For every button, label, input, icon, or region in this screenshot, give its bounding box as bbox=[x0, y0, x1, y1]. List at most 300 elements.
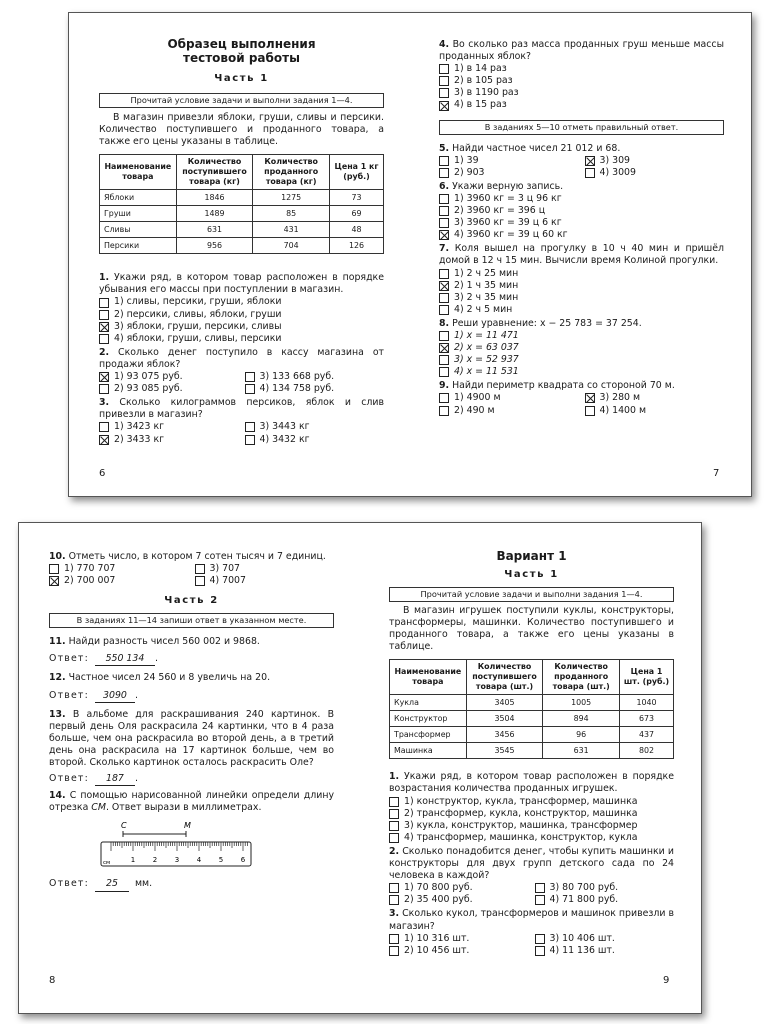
answer-option[interactable] bbox=[439, 87, 724, 99]
answer-option[interactable] bbox=[99, 421, 239, 433]
option-label: 3) 707 bbox=[209, 563, 240, 575]
table-cell: 3405 bbox=[466, 695, 543, 711]
answer-option[interactable] bbox=[99, 333, 384, 345]
segment-name: СМ bbox=[91, 802, 106, 814]
option-label: 4) 3432 кг bbox=[259, 433, 310, 445]
checkbox[interactable] bbox=[535, 946, 545, 956]
checkbox[interactable] bbox=[389, 946, 399, 956]
checkbox[interactable] bbox=[585, 168, 595, 178]
ruler-unit-label: см bbox=[103, 860, 111, 867]
answer-line: Ответ: 3090 . bbox=[49, 690, 334, 703]
question-number: 2. bbox=[99, 346, 110, 358]
question-number: 3. bbox=[389, 908, 400, 920]
question-text: Сколько понадобится денег, чтобы купить машинки и конструкторы для двух групп детского сада по 24 человека в каждой? bbox=[389, 845, 675, 882]
table-header-cell: Наименование товара bbox=[100, 155, 177, 190]
answer-option[interactable] bbox=[439, 392, 579, 404]
checkbox[interactable] bbox=[99, 422, 109, 432]
answer-option[interactable] bbox=[535, 882, 675, 894]
question-11 bbox=[49, 636, 334, 666]
problem-intro: В магазин привезли яблоки, груши, сливы и персики. Количество поступившего и проданного товара, а также его цены указаны в таблице. bbox=[99, 112, 384, 148]
sample-title: Образец выполнения тестовой работы bbox=[167, 37, 316, 65]
variant-title: Вариант 1 bbox=[496, 549, 567, 563]
answer-option[interactable] bbox=[439, 405, 579, 417]
table-cell: 85 bbox=[253, 206, 330, 222]
table-header-row bbox=[100, 155, 384, 190]
answer-option[interactable] bbox=[99, 434, 239, 446]
checkbox[interactable] bbox=[99, 298, 109, 308]
answer-option[interactable] bbox=[439, 280, 724, 292]
answer-unit: мм. bbox=[134, 878, 153, 890]
option-label: 2) 1 ч 35 мин bbox=[454, 279, 519, 291]
checkbox-checked[interactable] bbox=[585, 156, 595, 166]
checkbox[interactable] bbox=[49, 564, 59, 574]
answer-options bbox=[49, 563, 334, 587]
answer-option[interactable] bbox=[245, 421, 385, 433]
answer-option[interactable] bbox=[245, 383, 385, 395]
checkbox[interactable] bbox=[439, 331, 449, 341]
table-header-cell: Количество поступившего товара (кг) bbox=[176, 155, 253, 190]
answer-options bbox=[439, 330, 724, 378]
answer-option[interactable] bbox=[389, 796, 674, 808]
option-label: 4) 134 758 руб. bbox=[259, 383, 335, 395]
question-text: Реши уравнение: x − 25 783 = 37 254. bbox=[452, 317, 642, 329]
answer-options bbox=[439, 63, 724, 111]
checkbox[interactable] bbox=[439, 168, 449, 178]
answer-option[interactable] bbox=[439, 354, 724, 366]
page-6-column bbox=[99, 13, 384, 446]
answer-line: Ответ: 187 . bbox=[49, 773, 334, 786]
option-label: 4) 11 136 шт. bbox=[549, 944, 615, 956]
option-label: 2) 700 007 bbox=[64, 575, 116, 587]
part-1-heading: Часть 1 bbox=[214, 73, 269, 84]
part-2-heading: Часть 2 bbox=[164, 595, 219, 607]
checkbox[interactable] bbox=[99, 310, 109, 320]
question-10 bbox=[49, 551, 334, 587]
question-text: Укажи ряд, в котором товар расположен в порядке возрастания количества проданных игрушек. bbox=[389, 771, 674, 795]
option-label: 4) 2 ч 5 мин bbox=[454, 303, 513, 315]
checkbox[interactable] bbox=[245, 384, 255, 394]
option-label: 2) 35 400 руб. bbox=[404, 894, 473, 906]
question-text: Найди периметр квадрата со стороной 70 м. bbox=[452, 380, 675, 392]
question-text: Сколько денег поступило в кассу магазина от продажи яблок? bbox=[99, 346, 385, 370]
question-number: 11. bbox=[49, 636, 66, 648]
checkbox[interactable] bbox=[439, 194, 449, 204]
answer-option[interactable] bbox=[389, 820, 674, 832]
answer-options bbox=[439, 268, 724, 316]
checkbox[interactable] bbox=[99, 384, 109, 394]
checkbox-checked[interactable] bbox=[99, 322, 109, 332]
option-label: 1) x = 11 471 bbox=[454, 329, 519, 341]
table-row bbox=[100, 190, 384, 206]
answer-field[interactable]: 25 bbox=[95, 878, 129, 891]
checkbox[interactable] bbox=[99, 334, 109, 344]
table-header-cell: Количество проданного товара (кг) bbox=[253, 155, 330, 190]
checkbox[interactable] bbox=[245, 435, 255, 445]
answer-option[interactable] bbox=[439, 304, 724, 316]
checkbox[interactable] bbox=[439, 156, 449, 166]
answer-options bbox=[389, 882, 674, 906]
checkbox[interactable] bbox=[439, 305, 449, 315]
answer-option[interactable] bbox=[439, 99, 724, 111]
table-cell: 73 bbox=[330, 190, 384, 206]
checkbox[interactable] bbox=[195, 564, 205, 574]
option-label: 1) 3423 кг bbox=[114, 421, 165, 433]
answer-option[interactable] bbox=[535, 894, 675, 906]
ruler-tick-label: 3 bbox=[174, 856, 180, 865]
checkbox-checked[interactable] bbox=[439, 343, 449, 353]
answer-field[interactable]: 550 134 bbox=[95, 653, 155, 666]
question-number: 7. bbox=[439, 243, 450, 255]
table-header-cell: Цена 1 кг (руб.) bbox=[330, 155, 384, 190]
answer-option[interactable] bbox=[439, 292, 724, 304]
option-label: 4) в 15 раз bbox=[454, 99, 507, 111]
checkbox[interactable] bbox=[439, 269, 449, 279]
ruler-tick-label: 5 bbox=[218, 856, 224, 865]
question-text: В альбоме для раскрашивания 240 картинок. В первый день Оля раскрасила 24 картинки, что в 4 раза больше, чем она раскрасила во второй день, а в третий день она раскрасила на 17 картинок больше, чем во второй. Сколько картинок осталось раскрасить Оле? bbox=[49, 708, 334, 769]
option-label: 1) 70 800 руб. bbox=[404, 882, 473, 894]
table-cell: 69 bbox=[330, 206, 384, 222]
table-cell: 631 bbox=[176, 222, 253, 238]
answer-option[interactable] bbox=[585, 392, 725, 404]
answer-option[interactable] bbox=[389, 832, 674, 844]
option-label: 2) 3433 кг bbox=[114, 433, 165, 445]
table-cell: Конструктор bbox=[390, 711, 467, 727]
table-cell: Трансформер bbox=[390, 727, 467, 743]
question-9 bbox=[439, 380, 724, 416]
checkbox-checked[interactable] bbox=[49, 576, 59, 586]
option-label: 4) 3960 кг = 39 ц 60 кг bbox=[454, 229, 568, 241]
option-label: 1) в 14 раз bbox=[454, 63, 507, 75]
question-2 bbox=[99, 347, 384, 395]
option-label: 1) 2 ч 25 мин bbox=[454, 267, 519, 279]
option-label: 3) кукла, конструктор, машинка, трансформер bbox=[404, 819, 638, 831]
table-cell: 3545 bbox=[466, 743, 543, 759]
option-label: 3) x = 52 937 bbox=[454, 354, 519, 366]
table-header-cell: Количество проданного товара (шт.) bbox=[543, 660, 620, 695]
checkbox[interactable] bbox=[245, 422, 255, 432]
option-label: 4) 7007 bbox=[209, 575, 246, 587]
question-1 bbox=[99, 272, 384, 345]
answer-option[interactable] bbox=[439, 229, 724, 241]
checkbox[interactable] bbox=[535, 883, 545, 893]
table-cell: Груши bbox=[100, 206, 177, 222]
table-row bbox=[100, 238, 384, 254]
table-header-cell: Цена 1 шт. (руб.) bbox=[620, 660, 674, 695]
table-cell: 1489 bbox=[176, 206, 253, 222]
checkbox-checked[interactable] bbox=[585, 393, 595, 403]
option-label: 3) 309 bbox=[599, 154, 630, 166]
answer-option[interactable] bbox=[535, 933, 675, 945]
ruler-tick-label: 1 bbox=[130, 856, 136, 865]
bottom-page-spread bbox=[18, 522, 702, 1014]
checkbox[interactable] bbox=[439, 218, 449, 228]
answer-field[interactable]: 187 bbox=[95, 773, 135, 786]
table-row bbox=[100, 206, 384, 222]
answer-options bbox=[389, 933, 674, 957]
question-text: Укажи ряд, в котором товар расположен в порядке убывания его массы при поступлении в магазин. bbox=[99, 272, 384, 296]
answer-options bbox=[389, 796, 674, 844]
answer-option[interactable] bbox=[439, 268, 724, 280]
answer-option[interactable] bbox=[99, 383, 239, 395]
table-cell: Яблоки bbox=[100, 190, 177, 206]
question-1 bbox=[389, 771, 674, 844]
option-label: 2) в 105 раз bbox=[454, 75, 513, 87]
answer-option[interactable] bbox=[389, 882, 529, 894]
table-cell: 48 bbox=[330, 222, 384, 238]
checkbox[interactable] bbox=[245, 372, 255, 382]
option-label: 3) 10 406 шт. bbox=[549, 932, 615, 944]
option-label: 4) 3009 bbox=[599, 166, 636, 178]
question-text: Найди разность чисел 560 002 и 9868. bbox=[68, 636, 260, 648]
answer-label: Ответ: bbox=[49, 689, 89, 701]
answer-options bbox=[99, 371, 384, 395]
question-3 bbox=[99, 397, 384, 445]
option-label: 1) 93 075 руб. bbox=[114, 371, 183, 383]
option-label: 3) 133 668 руб. bbox=[259, 371, 335, 383]
table-cell: 437 bbox=[620, 727, 674, 743]
question-6 bbox=[439, 181, 724, 241]
table-row bbox=[390, 695, 674, 711]
checkbox-checked[interactable] bbox=[99, 372, 109, 382]
option-label: 4) 71 800 руб. bbox=[549, 894, 619, 906]
checkbox[interactable] bbox=[439, 355, 449, 365]
answer-option[interactable] bbox=[99, 296, 384, 308]
option-label: 1) 3960 кг = 3 ц 96 кг bbox=[454, 192, 562, 204]
table-cell: 802 bbox=[620, 743, 674, 759]
option-label: 3) 3443 кг bbox=[259, 421, 310, 433]
option-label: 4) 1400 м bbox=[599, 404, 647, 416]
answer-options bbox=[99, 421, 384, 445]
question-text: Во сколько раз масса проданных груш меньше массы проданных яблок? bbox=[439, 39, 724, 63]
checkbox[interactable] bbox=[389, 797, 399, 807]
answer-option[interactable] bbox=[195, 563, 335, 575]
answer-option[interactable] bbox=[585, 167, 725, 179]
answer-label: Ответ: bbox=[49, 878, 89, 890]
point-c-label: С bbox=[121, 821, 127, 831]
table-cell: Персики bbox=[100, 238, 177, 254]
question-number: 1. bbox=[389, 771, 400, 783]
question-number: 13. bbox=[49, 708, 66, 720]
answer-option[interactable] bbox=[245, 434, 385, 446]
question-4 bbox=[439, 39, 724, 112]
answer-option[interactable] bbox=[389, 945, 529, 957]
question-text: Частное чисел 24 560 и 8 увеличь на 20. bbox=[68, 672, 271, 684]
option-label: 1) конструктор, кукла, трансформер, машинка bbox=[404, 795, 638, 807]
checkbox[interactable] bbox=[195, 576, 205, 586]
option-label: 4) x = 11 531 bbox=[454, 366, 519, 378]
answer-option[interactable] bbox=[535, 945, 675, 957]
table-cell: 673 bbox=[620, 711, 674, 727]
question-3 bbox=[389, 908, 674, 956]
question-number: 4. bbox=[439, 39, 450, 50]
checkbox[interactable] bbox=[535, 934, 545, 944]
page-number: 8 bbox=[49, 975, 56, 986]
page-9-column bbox=[389, 523, 674, 957]
option-label: 2) 3960 кг = 396 ц bbox=[454, 205, 546, 217]
answer-option[interactable] bbox=[49, 563, 189, 575]
answer-option[interactable] bbox=[195, 575, 335, 587]
question-text: Укажи верную запись. bbox=[452, 180, 564, 192]
ruler-tick-label: 6 bbox=[240, 856, 246, 865]
page-7-column bbox=[439, 13, 724, 417]
option-label: 2) 903 bbox=[454, 166, 485, 178]
checkbox[interactable] bbox=[439, 64, 449, 74]
table-cell: 956 bbox=[176, 238, 253, 254]
question-number: 1. bbox=[99, 272, 110, 284]
answer-option[interactable] bbox=[99, 371, 239, 383]
checkbox[interactable] bbox=[535, 895, 545, 905]
option-label: 2) персики, сливы, яблоки, груши bbox=[114, 308, 282, 320]
option-label: 3) яблоки, груши, персики, сливы bbox=[114, 320, 282, 332]
answer-option[interactable] bbox=[99, 309, 384, 321]
answer-line bbox=[49, 878, 334, 891]
checkbox[interactable] bbox=[389, 833, 399, 843]
checkbox[interactable] bbox=[439, 406, 449, 416]
instruction-box: В заданиях 5—10 отметь правильный ответ. bbox=[439, 120, 724, 135]
answer-option[interactable] bbox=[389, 808, 674, 820]
question-text: Найди частное чисел 21 012 и 68. bbox=[452, 142, 621, 154]
question-number: 5. bbox=[439, 142, 450, 154]
answer-option[interactable] bbox=[389, 894, 529, 906]
answer-option[interactable] bbox=[439, 330, 724, 342]
question-number: 3. bbox=[99, 397, 110, 409]
option-label: 2) x = 63 037 bbox=[454, 342, 519, 354]
checkbox[interactable] bbox=[439, 293, 449, 303]
option-label: 2) 93 085 руб. bbox=[114, 383, 183, 395]
question-number: 14. bbox=[49, 790, 66, 802]
table-cell: 126 bbox=[330, 238, 384, 254]
answer-option[interactable] bbox=[585, 405, 725, 417]
option-label: 3) 3960 кг = 39 ц 6 кг bbox=[454, 217, 562, 229]
checkbox-checked[interactable] bbox=[439, 281, 449, 291]
option-label: 2) 490 м bbox=[454, 404, 495, 416]
table-cell: 1040 bbox=[620, 695, 674, 711]
answer-option[interactable] bbox=[439, 193, 724, 205]
answer-option[interactable] bbox=[439, 342, 724, 354]
table-cell: 894 bbox=[543, 711, 620, 727]
page-8-column bbox=[49, 523, 334, 892]
table-cell: 1005 bbox=[543, 695, 620, 711]
table-row bbox=[390, 711, 674, 727]
option-label: 1) 39 bbox=[454, 154, 479, 166]
table-cell: 96 bbox=[543, 727, 620, 743]
question-text: . Ответ вырази в миллиметрах. bbox=[105, 802, 262, 814]
option-label: 3) 2 ч 35 мин bbox=[454, 291, 519, 303]
answer-option[interactable] bbox=[439, 205, 724, 217]
question-number: 8. bbox=[439, 317, 450, 329]
table-cell: 3504 bbox=[466, 711, 543, 727]
point-m-label: М bbox=[184, 821, 191, 831]
question-text: Отметь число, в котором 7 сотен тысяч и 7 единиц. bbox=[68, 551, 326, 562]
question-5 bbox=[439, 143, 724, 179]
option-label: 2) 10 456 шт. bbox=[404, 944, 470, 956]
checkbox[interactable] bbox=[439, 393, 449, 403]
table-row bbox=[100, 222, 384, 238]
instruction-box: Прочитай условие задачи и выполни задания 1—4. bbox=[99, 93, 384, 108]
checkbox[interactable] bbox=[389, 934, 399, 944]
answer-label: Ответ: bbox=[49, 773, 89, 785]
question-number: 6. bbox=[439, 180, 450, 192]
option-label: 3) 280 м bbox=[599, 392, 641, 404]
question-14 bbox=[49, 790, 334, 891]
question-text: Сколько кукол, трансформеров и машинок привезли в магазин? bbox=[389, 908, 674, 932]
answer-option[interactable] bbox=[49, 575, 189, 587]
question-text: Коля вышел на прогулку в 10 ч 40 мин и пришёл домой в 12 ч 15 мин. Вычисли время Колиной прогулки. bbox=[439, 243, 725, 267]
answer-option[interactable] bbox=[439, 167, 579, 179]
option-label: 1) сливы, персики, груши, яблоки bbox=[114, 296, 282, 308]
option-label: 4) трансформер, машинка, конструктор, кукла bbox=[404, 831, 638, 843]
checkbox[interactable] bbox=[389, 895, 399, 905]
table-cell: 1275 bbox=[253, 190, 330, 206]
answer-option[interactable] bbox=[439, 75, 724, 87]
table-cell: Сливы bbox=[100, 222, 177, 238]
answer-option[interactable] bbox=[439, 63, 724, 75]
goods-table bbox=[99, 154, 384, 254]
question-12 bbox=[49, 672, 334, 702]
answer-options bbox=[439, 155, 724, 179]
ruler-figure bbox=[99, 820, 279, 874]
table-header-cell: Количество поступившего товара (шт.) bbox=[466, 660, 543, 695]
answer-option[interactable] bbox=[439, 155, 579, 167]
checkbox[interactable] bbox=[585, 406, 595, 416]
instruction-box: В заданиях 11—14 запиши ответ в указанном месте. bbox=[49, 613, 334, 628]
part-1-heading: Часть 1 bbox=[504, 569, 559, 580]
answer-label: Ответ: bbox=[49, 653, 89, 665]
answer-option[interactable] bbox=[389, 933, 529, 945]
checkbox[interactable] bbox=[389, 809, 399, 819]
table-header-row bbox=[390, 660, 674, 695]
answer-option[interactable] bbox=[439, 217, 724, 229]
option-label: 4) яблоки, груши, сливы, персики bbox=[114, 332, 282, 344]
answer-field[interactable]: 3090 bbox=[95, 690, 135, 703]
option-label: 1) 4900 м bbox=[454, 392, 501, 404]
table-row bbox=[390, 727, 674, 743]
table-cell: Машинка bbox=[390, 743, 467, 759]
checkbox-checked[interactable] bbox=[439, 230, 449, 240]
question-text: Сколько килограммов персиков, яблок и слив привезли в магазин? bbox=[99, 397, 384, 421]
answer-options bbox=[439, 193, 724, 241]
checkbox-checked[interactable] bbox=[99, 435, 109, 445]
answer-line: Ответ: 550 134 . bbox=[49, 653, 334, 666]
toys-table bbox=[389, 659, 674, 759]
question-number: 10. bbox=[49, 551, 66, 562]
answer-option[interactable] bbox=[585, 155, 725, 167]
answer-option[interactable] bbox=[439, 366, 724, 378]
answer-option[interactable] bbox=[99, 321, 384, 333]
checkbox[interactable] bbox=[389, 883, 399, 893]
checkbox[interactable] bbox=[439, 88, 449, 98]
table-cell: Кукла bbox=[390, 695, 467, 711]
question-13 bbox=[49, 709, 334, 787]
option-label: 3) в 1190 раз bbox=[454, 87, 519, 99]
option-label: 3) 80 700 руб. bbox=[549, 882, 619, 894]
question-text: С помощью нарисованной линейки определи длину отрезка bbox=[49, 790, 335, 814]
checkbox[interactable] bbox=[439, 367, 449, 377]
instruction-box: Прочитай условие задачи и выполни задания 1—4. bbox=[389, 587, 674, 602]
ruler-tick-label: 2 bbox=[152, 856, 158, 865]
checkbox[interactable] bbox=[389, 821, 399, 831]
answer-option[interactable] bbox=[245, 371, 385, 383]
question-2 bbox=[389, 846, 674, 906]
checkbox[interactable] bbox=[439, 76, 449, 86]
ruler-tick-label: 4 bbox=[196, 856, 202, 865]
table-header-cell: Наименование товара bbox=[390, 660, 467, 695]
table-cell: 1846 bbox=[176, 190, 253, 206]
checkbox[interactable] bbox=[439, 206, 449, 216]
table-cell: 431 bbox=[253, 222, 330, 238]
checkbox-checked[interactable] bbox=[439, 101, 449, 111]
table-cell: 631 bbox=[543, 743, 620, 759]
